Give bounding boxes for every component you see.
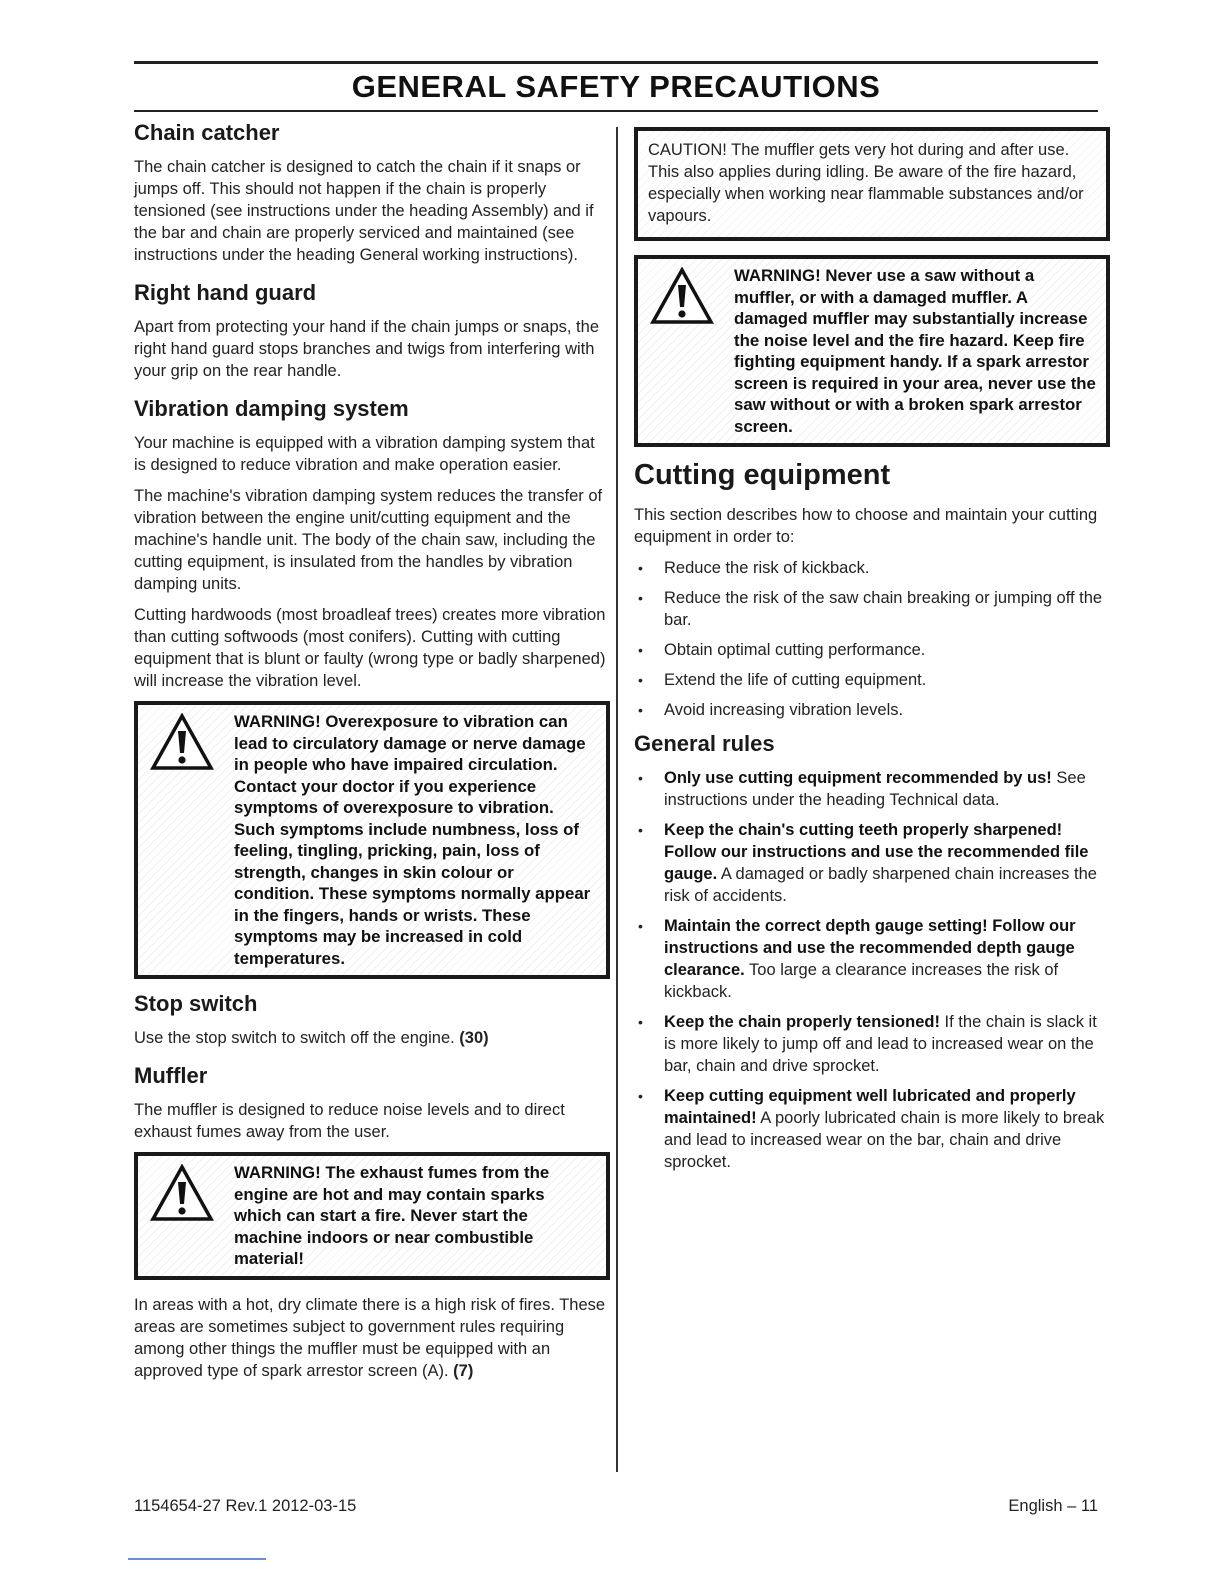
stop-switch-text xyxy=(134,1027,610,1049)
rule-bold: Only use cutting equipment recommended by us! xyxy=(664,769,1052,787)
column-divider xyxy=(616,127,618,1472)
list-item xyxy=(634,819,1110,907)
vibration-text-2: The machine's vibration damping system reduces the transfer of vibration between the engine unit/cutting equipment and the machine's handle unit. The body of the chain saw, including the cutting equipment, is insulated from the handles by vibration damping units. xyxy=(134,487,603,593)
rule-bold: Maintain the correct depth gauge setting! Follow our instructions and use the recommended depth gauge clearance. xyxy=(664,917,1076,979)
rule-bold: Keep cutting equipment well lubricated and properly maintained! xyxy=(664,1087,1076,1127)
list-item xyxy=(634,915,1110,1003)
warning-triangle-icon xyxy=(150,1164,214,1222)
heading-muffler: Muffler xyxy=(134,1063,208,1088)
list-item: • Extend the life of cutting equipment. xyxy=(634,669,1110,691)
footer-page-number: English – 11 xyxy=(1008,1497,1098,1515)
muffler-use-warning-text: WARNING! Never use a saw without a muffler, or with a damaged muffler. A damaged muffler may substantially increase the noise level and the fire hazard. Keep fire fighting equipment handy. If a spark arrestor screen is required in your area, never use the saw without or with a broken spark arrestor screen. xyxy=(734,266,1096,436)
muffler-text: The muffler is designed to reduce noise levels and to direct exhaust fumes away from the user. xyxy=(134,1101,565,1141)
rule-text: If the chain is slack it is more likely to jump off and lead to increased wear on the bar, chain and drive sprocket. xyxy=(664,1013,1097,1075)
rule-text: See instructions under the heading Technical data. xyxy=(664,769,1086,809)
stop-switch-ref: (30) xyxy=(459,1029,489,1047)
spark-arrestor-text xyxy=(134,1294,610,1382)
muffler-warning-box xyxy=(134,1152,610,1280)
heading-right-hand-guard: Right hand guard xyxy=(134,280,317,305)
caution-box xyxy=(634,127,1110,241)
vibration-warning-box xyxy=(134,701,610,979)
page-title-bar xyxy=(134,61,1098,112)
warning-triangle-icon xyxy=(150,713,214,771)
vibration-text-3: Cutting hardwoods (most broadleaf trees) creates more vibration than cutting softwoods (most conifers). Cutting with cutting equipment that is blunt or faulty (wrong type or badly sharpened) will increase the vibration level. xyxy=(134,606,606,690)
list-item: • Reduce the risk of the saw chain breaking or jumping off the bar. xyxy=(634,587,1110,631)
heading-vibration: Vibration damping system xyxy=(134,396,409,421)
vibration-text-1: Your machine is equipped with a vibration damping system that is designed to reduce vibration and make operation easier. xyxy=(134,434,595,474)
right-hand-guard-text: Apart from protecting your hand if the chain jumps or snaps, the right hand guard stops branches and twigs from interfering with your grip on the rear handle. xyxy=(134,318,599,380)
list-item: • Reduce the risk of kickback. xyxy=(634,557,1110,579)
chain-catcher-text: The chain catcher is designed to catch the chain if it snaps or jumps off. This should not happen if the chain is properly tensioned (see instructions under the heading Assembly) and if the bar and chain are properly serviced and maintained (see instructions under the heading General working instructions). xyxy=(134,158,594,264)
heading-chain-catcher: Chain catcher xyxy=(134,120,280,145)
heading-general-rules: General rules xyxy=(634,731,775,756)
list-item: • Avoid increasing vibration levels. xyxy=(634,699,1110,721)
page-title: GENERAL SAFETY PRECAUTIONS xyxy=(351,69,881,104)
warning-triangle-icon xyxy=(650,267,714,325)
footer-doc-id: 1154654-27 Rev.1 2012-03-15 xyxy=(134,1497,357,1515)
rule-bold: Keep the chain properly tensioned! xyxy=(664,1013,940,1031)
left-column xyxy=(134,120,610,1391)
list-item: • Obtain optimal cutting performance. xyxy=(634,639,1110,661)
rule-text: A damaged or badly sharpened chain increases the risk of accidents. xyxy=(664,865,1097,905)
rule-text: A poorly lubricated chain is more likely to break and lead to increased wear on the bar, chain and drive sprocket. xyxy=(664,1109,1105,1171)
cutting-bullets xyxy=(634,557,1110,721)
spark-arrestor-body: In areas with a hot, dry climate there is a high risk of fires. These areas are sometimes subject to government rules requiring among other things the muffler must be equipped with an approved type of spark arrestor screen (A). xyxy=(134,1295,606,1380)
spark-arrestor-ref: (7) xyxy=(453,1361,474,1380)
caution-text: CAUTION! The muffler gets very hot during and after use. This also applies during idling. Be aware of the fire hazard, especially when working near flammable substances and/or vapours. xyxy=(648,141,1084,225)
rule-bold: Keep the chain's cutting teeth properly sharpened! Follow our instructions and use the recommended file gauge. xyxy=(664,821,1089,883)
heading-cutting-equipment: Cutting equipment xyxy=(634,459,891,491)
list-item xyxy=(634,1011,1110,1077)
footer-rule xyxy=(128,1558,266,1560)
right-column xyxy=(634,127,1110,1183)
muffler-use-warning-box xyxy=(634,255,1110,447)
general-rules-list xyxy=(634,767,1110,1173)
rule-text: Too large a clearance increases the risk of kickback. xyxy=(664,961,1059,1001)
cutting-intro: This section describes how to choose and maintain your cutting equipment in order to: xyxy=(634,506,1098,546)
list-item xyxy=(634,767,1110,811)
heading-stop-switch: Stop switch xyxy=(134,991,258,1016)
vibration-warning-text: WARNING! Overexposure to vibration can lead to circulatory damage or nerve damage in people who have impaired circulation. Contact your doctor if you experience symptoms of overexposure to vibration. Such symptoms include numbness, loss of feeling, tingling, pricking, pain, loss of strength, changes in skin colour or condition. These symptoms normally appear in the fingers, hands or wrists. These symptoms may be increased in cold temperatures. xyxy=(234,712,591,968)
muffler-warning-text: WARNING! The exhaust fumes from the engine are hot and may contain sparks which can start a fire. Never start the machine indoors or near combustible material! xyxy=(234,1163,550,1268)
list-item xyxy=(634,1085,1110,1173)
stop-switch-body: Use the stop switch to switch off the engine. xyxy=(134,1029,455,1047)
